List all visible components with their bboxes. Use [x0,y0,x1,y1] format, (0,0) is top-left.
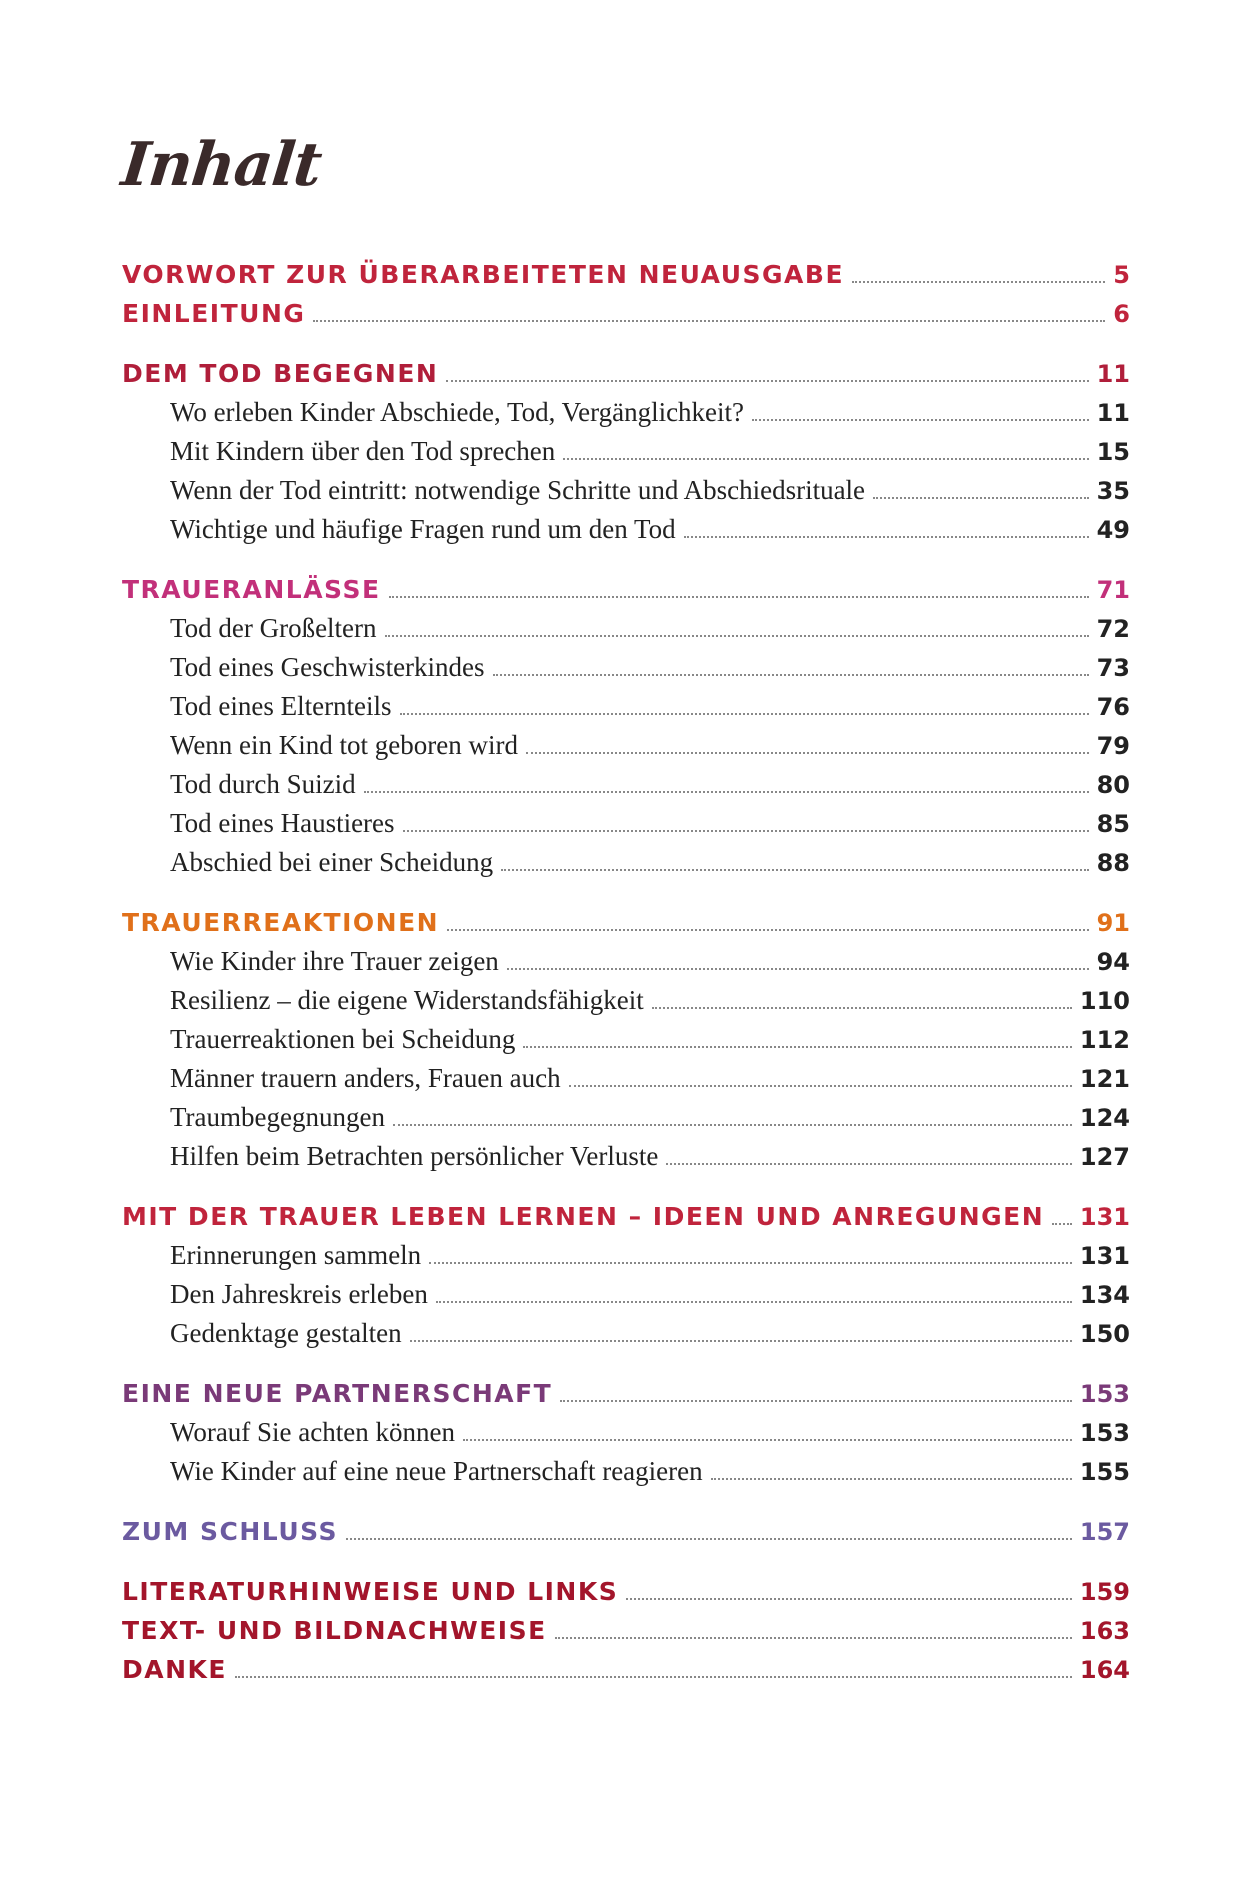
toc-leader-dots [447,929,1089,931]
toc-page-number: 11 [1096,360,1130,388]
toc-chapter-vorwort[interactable] [122,255,1130,294]
toc-chapter-zum-schluss[interactable] [122,1512,1130,1551]
toc-chapter-danke[interactable] [122,1650,1130,1689]
toc-entry[interactable] [122,471,1130,510]
toc-entry-label: Traumbegegnungen [170,1102,385,1132]
toc-page-number: 150 [1079,1320,1130,1348]
toc-entry[interactable] [122,765,1130,804]
toc-chapter-mit-der-trauer-leben[interactable] [122,1197,1130,1236]
toc-entry-label: Wenn ein Kind tot geboren wird [170,730,518,760]
toc-leader-dots [652,1007,1072,1009]
toc-entry-label: Hilfen beim Betrachten persönlicher Verluste [170,1141,659,1171]
toc-leader-dots [1052,1223,1072,1225]
toc-page-number: 6 [1113,300,1130,328]
toc-chapter-einleitung[interactable] [122,294,1130,333]
toc-page-number: 11 [1096,399,1130,427]
toc-leader-dots [235,1676,1072,1678]
toc-page-number: 131 [1079,1242,1130,1270]
toc-entry[interactable] [122,1137,1130,1176]
toc-page-number: 127 [1079,1143,1130,1171]
toc-entry-label: Wenn der Tod eintritt: notwendige Schritte und Abschiedsrituale [170,475,866,505]
toc-chapter-label: DEM TOD BEGEGNEN [122,359,439,388]
toc-chapter-neue-partnerschaft[interactable] [122,1374,1130,1413]
toc-chapter-label: EINE NEUE PARTNERSCHAFT [122,1379,553,1408]
toc-page-number: 112 [1079,1026,1130,1054]
toc-leader-dots [526,752,1089,754]
toc-page-number: 79 [1096,732,1130,760]
toc-chapter-label: VORWORT ZUR ÜBERARBEITETEN NEUAUSGABE [122,260,845,289]
toc-leader-dots [313,320,1105,322]
toc-page-number: 73 [1096,654,1130,682]
toc-page-number: 121 [1079,1065,1130,1093]
toc-page-number: 85 [1096,810,1130,838]
toc-entry-label: Trauerreaktionen bei Scheidung [170,1024,516,1054]
toc-page-number: 15 [1096,438,1130,466]
toc-page-number: 153 [1079,1419,1130,1447]
toc-entry-label: Worauf Sie achten können [170,1417,455,1447]
toc-leader-dots [389,596,1089,598]
toc-page-number: 72 [1096,615,1130,643]
toc-page-number: 5 [1113,261,1130,289]
toc-entry[interactable] [122,1236,1130,1275]
toc-leader-dots [666,1163,1072,1165]
toc-leader-dots [569,1085,1072,1087]
toc-chapter-label: TRAUERANLÄSSE [122,575,381,604]
toc-leader-dots [873,497,1089,499]
toc-leader-dots [436,1301,1072,1303]
page-title: Inhalt [118,130,325,200]
toc-chapter-dem-tod-begegnen[interactable] [122,354,1130,393]
toc-entry[interactable] [122,1020,1130,1059]
toc-leader-dots [385,635,1089,637]
toc-leader-dots [400,713,1089,715]
toc-entry-label: Resilienz – die eigene Widerstandsfähigkeit [170,985,644,1015]
toc-page-number: 134 [1079,1281,1130,1309]
toc-entry-label: Den Jahreskreis erleben [170,1279,428,1309]
toc-chapter-literatur[interactable] [122,1572,1130,1611]
toc-leader-dots [711,1478,1072,1480]
toc-leader-dots [684,536,1089,538]
toc-leader-dots [393,1124,1072,1126]
toc-leader-dots [364,791,1089,793]
toc-page-number: 131 [1079,1203,1130,1231]
toc-leader-dots [752,419,1089,421]
toc-leader-dots [463,1439,1072,1441]
toc-chapter-traueranlaesse[interactable] [122,570,1130,609]
toc-page-number: 155 [1079,1458,1130,1486]
toc-page-number: 153 [1079,1380,1130,1408]
toc-entry-label: Mit Kindern über den Tod sprechen [170,436,556,466]
toc-entry[interactable] [122,981,1130,1020]
toc-chapter-label: MIT DER TRAUER LEBEN LERNEN – IDEEN UND ANREGUNGEN [122,1202,1045,1231]
toc-entry-label: Abschied bei einer Scheidung [170,847,494,877]
toc-leader-dots [410,1340,1072,1342]
toc-entry-label: Tod eines Geschwisterkindes [170,652,485,682]
toc-entry[interactable] [122,648,1130,687]
toc-page-number: 49 [1096,516,1130,544]
toc-page-number: 124 [1079,1104,1130,1132]
toc-entry[interactable] [122,1452,1130,1491]
toc-leader-dots [429,1262,1072,1264]
toc-entry-label: Tod durch Suizid [170,769,356,799]
toc-chapter-nachweise[interactable] [122,1611,1130,1650]
toc-leader-dots [852,281,1105,283]
toc-entry-label: Tod der Großeltern [170,613,377,643]
toc-leader-dots [560,1400,1072,1402]
toc-entry-label: Männer trauern anders, Frauen auch [170,1063,561,1093]
toc-chapter-trauerreaktionen[interactable] [122,903,1130,942]
toc-entry[interactable] [122,1275,1130,1314]
toc-entry[interactable] [122,1314,1130,1353]
toc-page-number: 164 [1079,1656,1130,1684]
toc-entry[interactable] [122,1098,1130,1137]
table-of-contents [122,255,1130,1689]
toc-entry[interactable] [122,687,1130,726]
toc-page-number: 110 [1079,987,1130,1015]
toc-entry-label: Wie Kinder ihre Trauer zeigen [170,946,499,976]
toc-entry-label: Tod eines Elternteils [170,691,392,721]
toc-entry-label: Gedenktage gestalten [170,1318,402,1348]
toc-page-number: 91 [1096,909,1130,937]
toc-entry[interactable] [122,1059,1130,1098]
toc-chapter-label: LITERATURHINWEISE UND LINKS [122,1577,619,1606]
toc-page-number: 159 [1079,1578,1130,1606]
toc-leader-dots [626,1598,1072,1600]
toc-chapter-label: EINLEITUNG [122,299,306,328]
toc-entry-label: Wichtige und häufige Fragen rund um den Tod [170,514,676,544]
toc-chapter-label: ZUM SCHLUSS [122,1517,339,1546]
toc-leader-dots [501,869,1088,871]
toc-entry[interactable] [122,1413,1130,1452]
toc-entry[interactable] [122,609,1130,648]
toc-entry[interactable] [122,843,1130,882]
toc-entry-label: Wie Kinder auf eine neue Partnerschaft reagieren [170,1456,703,1486]
toc-page-number: 76 [1096,693,1130,721]
toc-chapter-label: TEXT- UND BILDNACHWEISE [122,1616,547,1645]
toc-leader-dots [523,1046,1071,1048]
toc-leader-dots [563,458,1088,460]
toc-entry[interactable] [122,432,1130,471]
toc-entry[interactable] [122,726,1130,765]
toc-page-number: 157 [1079,1518,1130,1546]
toc-entry[interactable] [122,393,1130,432]
toc-entry[interactable] [122,510,1130,549]
toc-page-number: 88 [1096,849,1130,877]
toc-entry-label: Tod eines Haustieres [170,808,395,838]
toc-leader-dots [555,1637,1072,1639]
toc-page-number: 35 [1096,477,1130,505]
toc-leader-dots [403,830,1089,832]
toc-page-number: 71 [1096,576,1130,604]
toc-page-number: 163 [1079,1617,1130,1645]
toc-chapter-label: DANKE [122,1655,227,1684]
toc-entry-label: Wo erleben Kinder Abschiede, Tod, Vergänglichkeit? [170,397,745,427]
toc-leader-dots [446,380,1088,382]
toc-page-number: 80 [1096,771,1130,799]
toc-entry-label: Erinnerungen sammeln [170,1240,422,1270]
toc-page-number: 94 [1096,948,1130,976]
toc-entry[interactable] [122,804,1130,843]
toc-leader-dots [493,674,1089,676]
toc-leader-dots [507,968,1089,970]
toc-leader-dots [346,1538,1072,1540]
toc-entry[interactable] [122,942,1130,981]
toc-chapter-label: TRAUERREAKTIONEN [122,908,440,937]
